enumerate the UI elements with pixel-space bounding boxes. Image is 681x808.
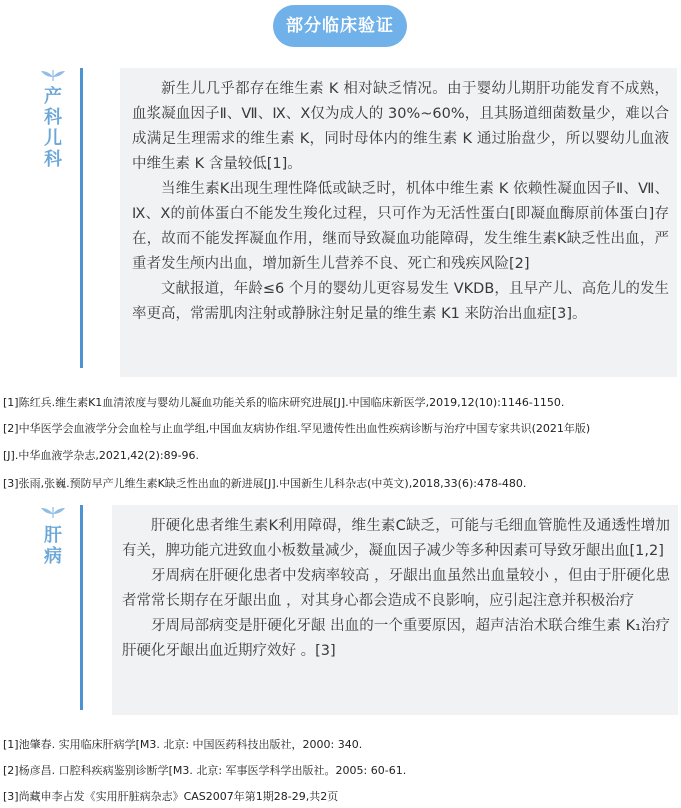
- section-label: [40, 86, 66, 170]
- reference: [2]杨彦昌. 口腔科疾病鉴别诊断学[M3. 北京: 军事医学科学出版社。2005: 60-61.: [3, 764, 407, 777]
- section-label-char: 科: [44, 149, 62, 170]
- reference: [1]陈红兵.维生素K1血清浓度与婴幼儿凝血功能关系的临床研究进展[J].中国临床新医学,2019,12(10):1146-1150.: [3, 396, 565, 409]
- sprig-ornament-icon: [37, 68, 69, 82]
- section-label-char: 科: [44, 107, 62, 128]
- reference: [3]尚藏申李占发《实用肝脏病杂志》CAS2007年第1期28-29,共2页: [3, 790, 339, 803]
- reference: [3]张雨,张巍.预防早产儿维生素K缺乏性出血的新进展[J].中国新生儿科杂志(中英文),2018,33(6):478-480.: [3, 477, 527, 490]
- sprig-ornament-icon: [37, 505, 69, 519]
- paragraph: 肝硬化患者维生素K利用障碍，维生素C缺乏，可能与毛细血管脆性及通透性增加有关，脾功能亢进致血小板数量减少，凝血因子减少等多种因素可导致牙龈出血[1,2]: [122, 518, 670, 559]
- section-label: [40, 525, 66, 567]
- content-box: [112, 505, 678, 715]
- content-box: [120, 68, 677, 377]
- section-divider-bar: [80, 505, 83, 710]
- section-divider-bar: [80, 68, 83, 368]
- section-label-char: 病: [44, 546, 62, 567]
- section-label-char: 产: [44, 86, 62, 107]
- section-label-char: 儿: [44, 128, 62, 149]
- reference: [J].中华血液学杂志,2021,42(2):89-96.: [3, 449, 200, 462]
- paragraph: 文献报道，年龄≤6 个月的婴幼儿更容易发生 VKDB，且早产儿、高危儿的发生率更高，常需肌肉注射或静脉注射足量的维生素 K1 来防治出血症[3]。: [132, 281, 669, 322]
- reference: [1]池肇春. 实用临床肝病学[M3. 北京: 中国医药科技出版社，2000: 340.: [3, 738, 363, 751]
- paragraph: 牙周局部病变是肝硬化牙龈 出血的一个重要原因，超声洁治术联合维生素 K₁治疗肝硬化牙龈出血近期疗效好 。[3]: [122, 618, 670, 659]
- paragraph: 牙周病在肝硬化患者中发病率较高 ，牙龈出血虽然出血量较小 ，但由于肝硬化患者常常长期存在牙龈出血 ，对其身心都会造成不良影响，应引起注意并积极治疗: [122, 568, 670, 609]
- reference: [2]中华医学会血液学分会血栓与止血学组,中国血友病协作组.罕见遗传性出血性疾病诊断与治疗中国专家共识(2021年版): [3, 422, 591, 435]
- section-label-char: 肝: [44, 525, 62, 546]
- page-title: 部分临床验证: [273, 5, 407, 47]
- paragraph: 当维生素K出现生理性降低或缺乏时，机体中维生素 K 依赖性凝血因子Ⅱ、Ⅶ、Ⅸ、Ⅹ的前体蛋白不能发生羧化过程，只可作为无活性蛋白[即凝血酶原前体蛋白]存在，故而不能发挥凝血作用，继而导致凝血功能障碍，发生维生素K缺乏性出血，严重者发生颅内出血，增加新生儿营养不良、死亡和残疾风险[2]: [132, 181, 669, 272]
- paragraph: 新生儿几乎都存在维生素 K 相对缺乏情况。由于婴幼儿期肝功能发育不成熟，血浆凝血因子Ⅱ、Ⅶ、Ⅸ、Ⅹ仅为成人的 30%~60%，且其肠道细菌数量少，难以合成满足生理需求的维生素 K，同时母体内的维生素 K 通过胎盘少，所以婴幼儿血液中维生素 K 含量较低[1]。: [132, 81, 669, 172]
